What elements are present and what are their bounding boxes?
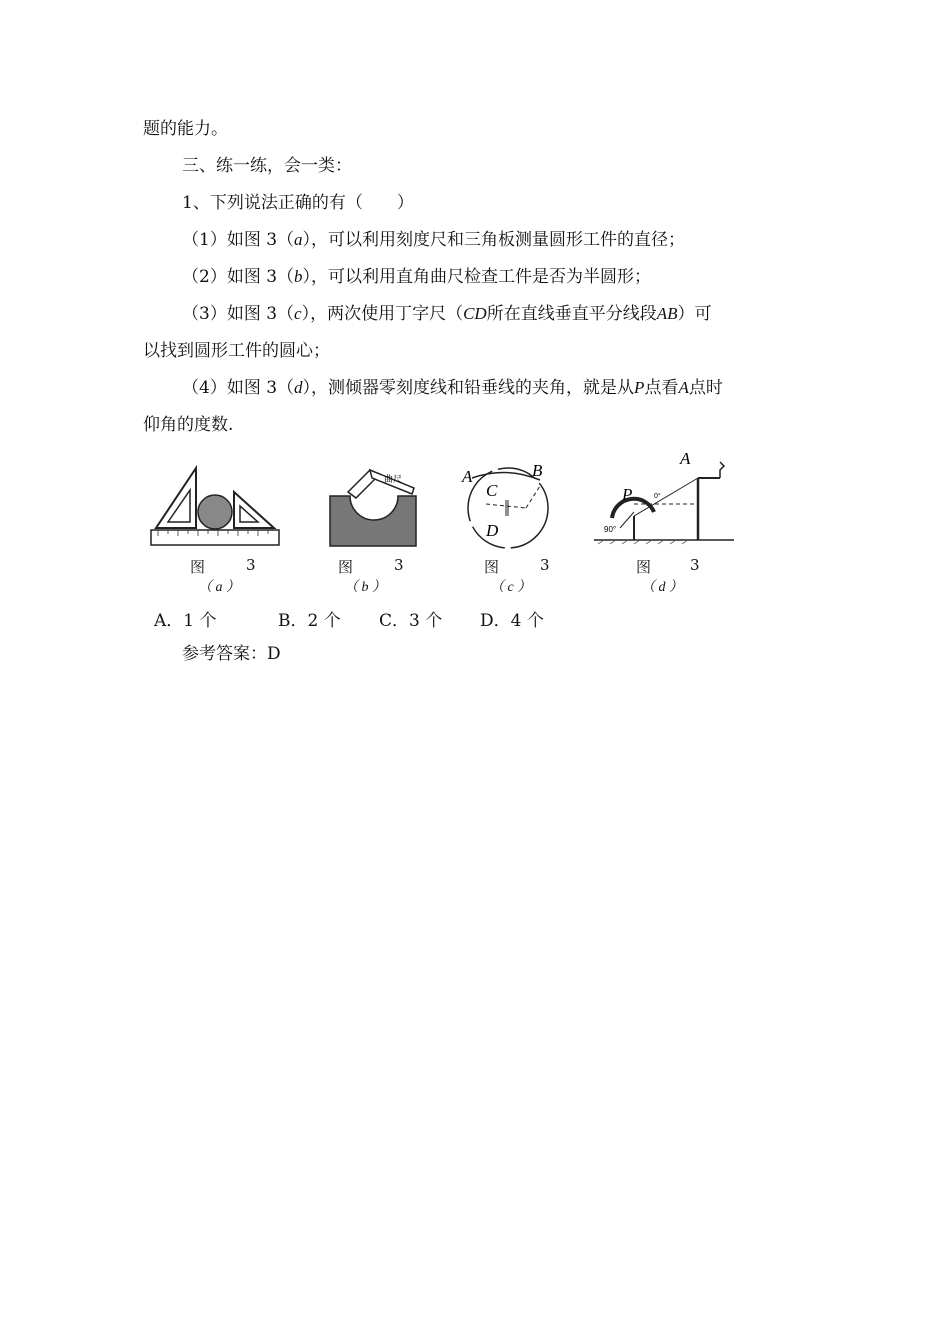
statement-3-text-a: ），两次使用丁字尺（ <box>301 304 464 324</box>
figure-a-ruler-triangles <box>148 460 283 550</box>
option-c: C．3 个 <box>379 611 443 631</box>
statement-4-prefix: （4）如图 3（ <box>182 378 295 398</box>
option-b: B．2 个 <box>278 611 341 631</box>
statement-2-var: b <box>294 267 303 286</box>
section-heading: 三、练一练，会一类： <box>182 156 352 176</box>
statement-2-text: ），可以利用直角曲尺检查工件是否为半圆形； <box>302 267 652 287</box>
statement-3-var: c <box>294 304 302 323</box>
statement-4-text-c: 点时 <box>688 378 723 398</box>
figure-c-subcaption: （ c ） <box>490 580 532 595</box>
statement-2-prefix: （2）如图 3（ <box>182 267 295 287</box>
figure-b-label: 曲尺 <box>384 474 403 484</box>
figure-a-subcaption: （ a ） <box>198 580 240 595</box>
answer-line: 参考答案：D <box>182 644 281 664</box>
statement-4-var-p: P <box>634 378 645 397</box>
text-line-1: 题的能力。 <box>143 119 228 139</box>
figure-b-square-semicircle <box>326 466 421 550</box>
statement-4-text-b: 点看 <box>644 378 679 398</box>
statement-3-var-cd: CD <box>463 304 487 323</box>
figure-b-subcaption: （ b ） <box>344 580 386 595</box>
figure-a-caption-2: 3 <box>246 556 256 574</box>
figure-b-caption-1: 图 <box>338 558 354 576</box>
figure-c-caption-1: 图 <box>484 558 500 576</box>
figure-d-inclinometer <box>594 444 734 550</box>
figure-d-label-p: P <box>622 485 633 504</box>
figure-d-subcaption: （ d ） <box>641 580 683 595</box>
figure-d-caption-1: 图 <box>636 558 652 576</box>
statement-4-text-a: ），测倾器零刻度线和铅垂线的夹角，就是从 <box>302 378 635 398</box>
figure-c-circle-center <box>456 458 556 550</box>
figure-d-caption-2: 3 <box>690 556 700 574</box>
option-d: D．4 个 <box>480 611 544 631</box>
statement-4-var-a: A <box>678 378 689 397</box>
figure-b-caption-2: 3 <box>394 556 404 574</box>
figure-d-label-a: A <box>680 449 691 468</box>
figure-c-label-c: C <box>486 481 498 500</box>
statement-3-var-ab: AB <box>656 304 678 323</box>
statement-4 <box>182 377 723 399</box>
statement-3-prefix: （3）如图 3（ <box>182 304 295 324</box>
statement-3-text-b: 所在直线垂直平分线段 <box>486 304 657 324</box>
figure-c-label-a: A <box>462 467 473 486</box>
statement-1-prefix: （1）如图 3（ <box>182 230 295 250</box>
statement-3-text-c: ）可 <box>677 304 712 324</box>
figure-c-label-b: B <box>532 461 543 480</box>
statement-1-text: ），可以利用刻度尺和三角板测量圆形工件的直径； <box>302 230 686 250</box>
statement-1 <box>182 229 685 251</box>
statement-4-var: d <box>294 378 303 397</box>
figure-d-label-0: 0° <box>654 493 661 500</box>
question-stem: 1、下列说法正确的有（ ） <box>182 193 414 213</box>
figure-a-caption-1: 图 <box>190 558 206 576</box>
statement-1-var: a <box>294 230 303 249</box>
statement-3-cont: 以找到圆形工件的圆心； <box>143 341 330 361</box>
statement-3 <box>182 303 712 325</box>
figure-c-caption-2: 3 <box>540 556 550 574</box>
statement-2 <box>182 266 651 288</box>
figure-d-label-90: 90° <box>604 525 617 534</box>
option-a: A．1 个 <box>154 611 217 631</box>
figure-c-label-d: D <box>486 521 499 540</box>
statement-4-cont: 仰角的度数. <box>143 415 234 435</box>
